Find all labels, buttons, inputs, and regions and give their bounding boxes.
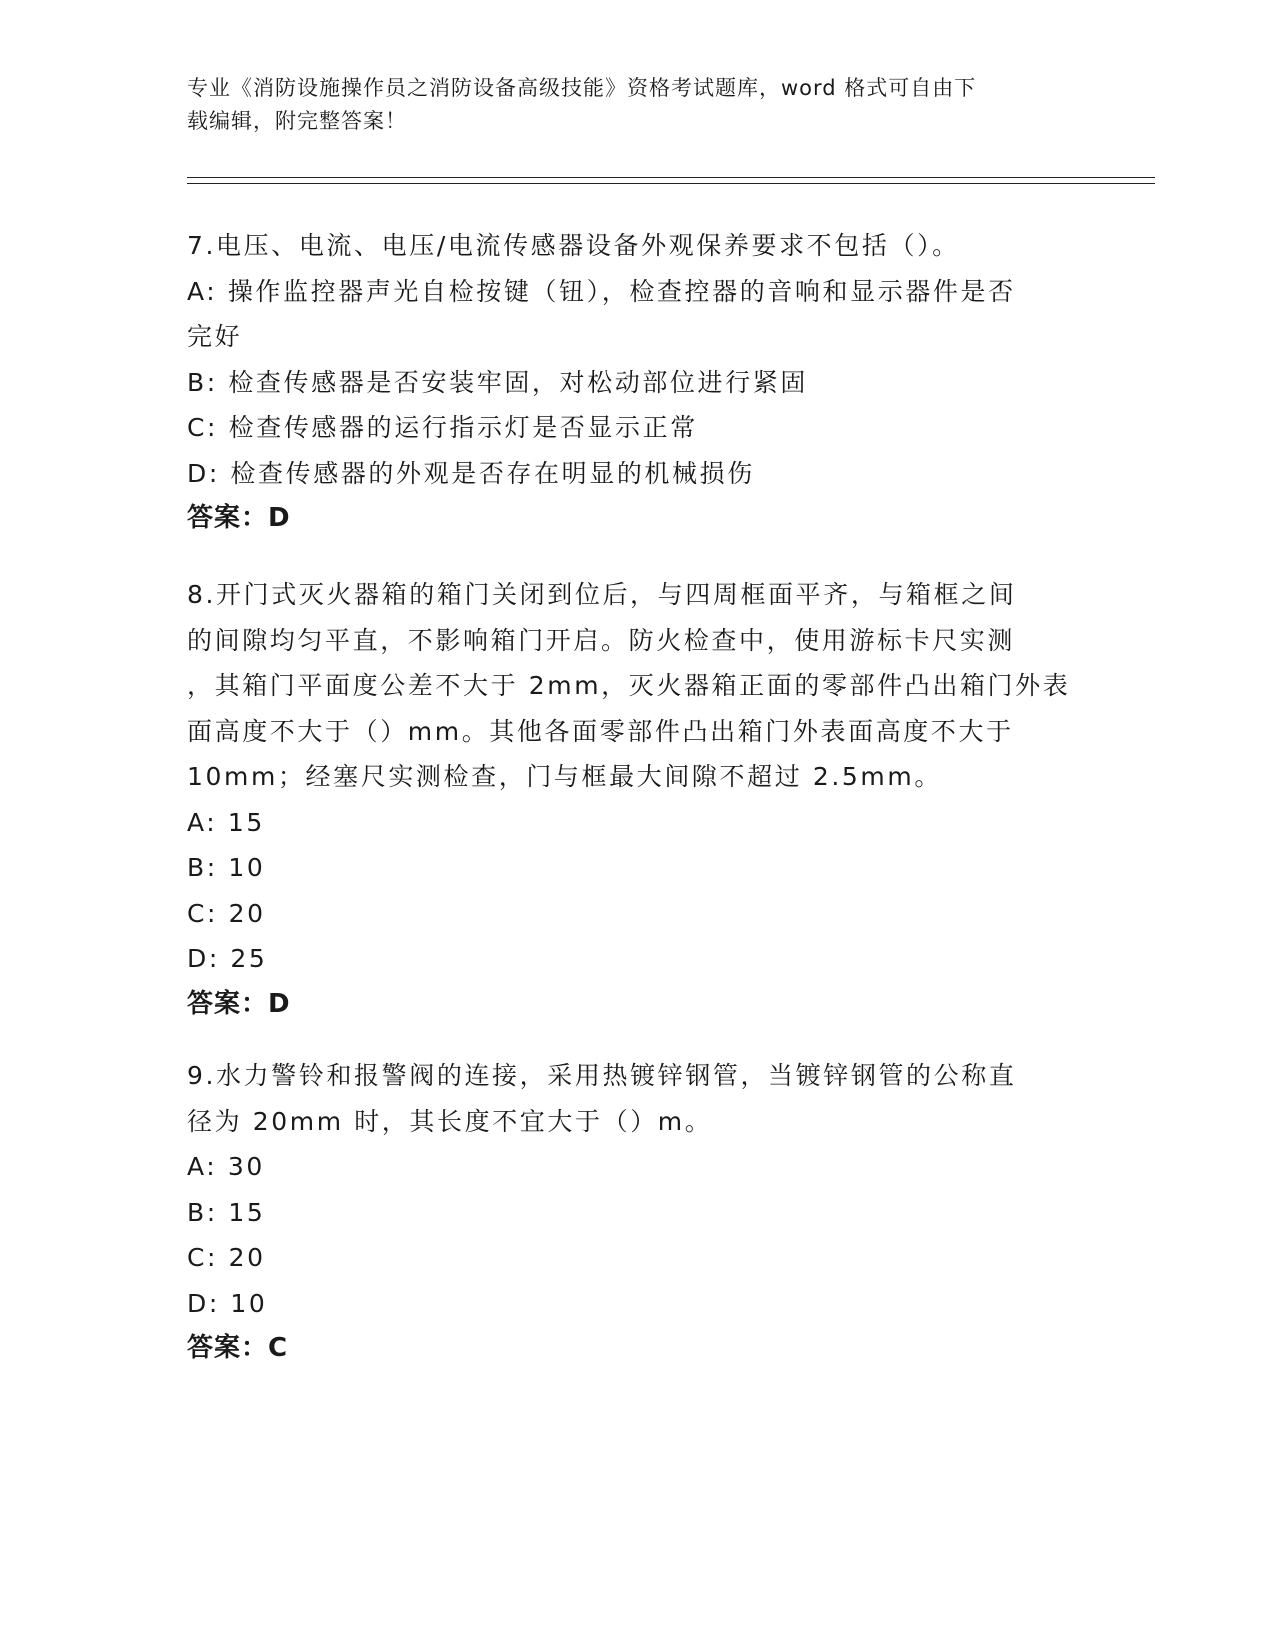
option-b: B: 15 xyxy=(187,1197,266,1227)
question-8 xyxy=(187,572,1087,1027)
option-d: D: 检查传感器的外观是否存在明显的机械损伤 xyxy=(187,458,755,488)
option-a: A: 15 xyxy=(187,807,265,837)
header-divider-top xyxy=(187,177,1155,178)
question-text-line: 面高度不大于（）mm。其他各面零部件凸出箱门外表面高度不大于 xyxy=(187,716,1014,746)
header-line-1: 专业《消防设施操作员之消防设备高级技能》资格考试题库，word 格式可自由下 xyxy=(187,76,977,100)
option-a: A: 30 xyxy=(187,1152,265,1181)
option-c: C: 20 xyxy=(187,898,266,928)
option-d: D: 25 xyxy=(187,944,268,973)
header-line-2: 载编辑，附完整答案！ xyxy=(187,109,407,133)
document-header xyxy=(187,72,1067,138)
option-c: C: 20 xyxy=(187,1243,266,1272)
option-b: B: 检查传感器是否安装牢固，对松动部位进行紧固 xyxy=(187,367,808,397)
answer-label: 答案：D xyxy=(187,503,291,533)
question-text-line: 9.水力警铃和报警阀的连接，采用热镀锌钢管，当镀锌钢管的公称直 xyxy=(187,1061,1017,1090)
question-text-line: 径为 20mm 时，其长度不宜大于（）m。 xyxy=(187,1106,713,1136)
option-a-continued: 完好 xyxy=(187,322,243,351)
answer-label: 答案：C xyxy=(187,1333,289,1363)
question-text-line: 8.开门式灭火器箱的箱门关闭到位后，与四周框面平齐，与箱框之间 xyxy=(187,580,1017,609)
question-9 xyxy=(187,1053,1087,1372)
option-d: D: 10 xyxy=(187,1288,268,1318)
option-b: B: 10 xyxy=(187,853,266,882)
header-divider-bottom xyxy=(187,183,1155,184)
question-text-line: 的间隙均匀平直，不影响箱门开启。防火检查中，使用游标卡尺实测 xyxy=(187,625,1016,655)
question-text-line: 7.电压、电流、电压/电流传感器设备外观保养要求不包括（）。 xyxy=(187,231,960,260)
answer-label: 答案：D xyxy=(187,988,291,1019)
option-a: A: 操作监控器声光自检按键（钮），检查控器的音响和显示器件是否 xyxy=(187,276,1016,306)
question-text-line: 10mm；经塞尺实测检查，门与框最大间隙不超过 2.5mm。 xyxy=(187,762,942,791)
question-text-line: ，其箱门平面度公差不大于 2mm，灭火器箱正面的零部件凸出箱门外表 xyxy=(187,671,1071,700)
option-c: C: 检查传感器的运行指示灯是否显示正常 xyxy=(187,413,698,442)
question-7 xyxy=(187,223,1087,542)
